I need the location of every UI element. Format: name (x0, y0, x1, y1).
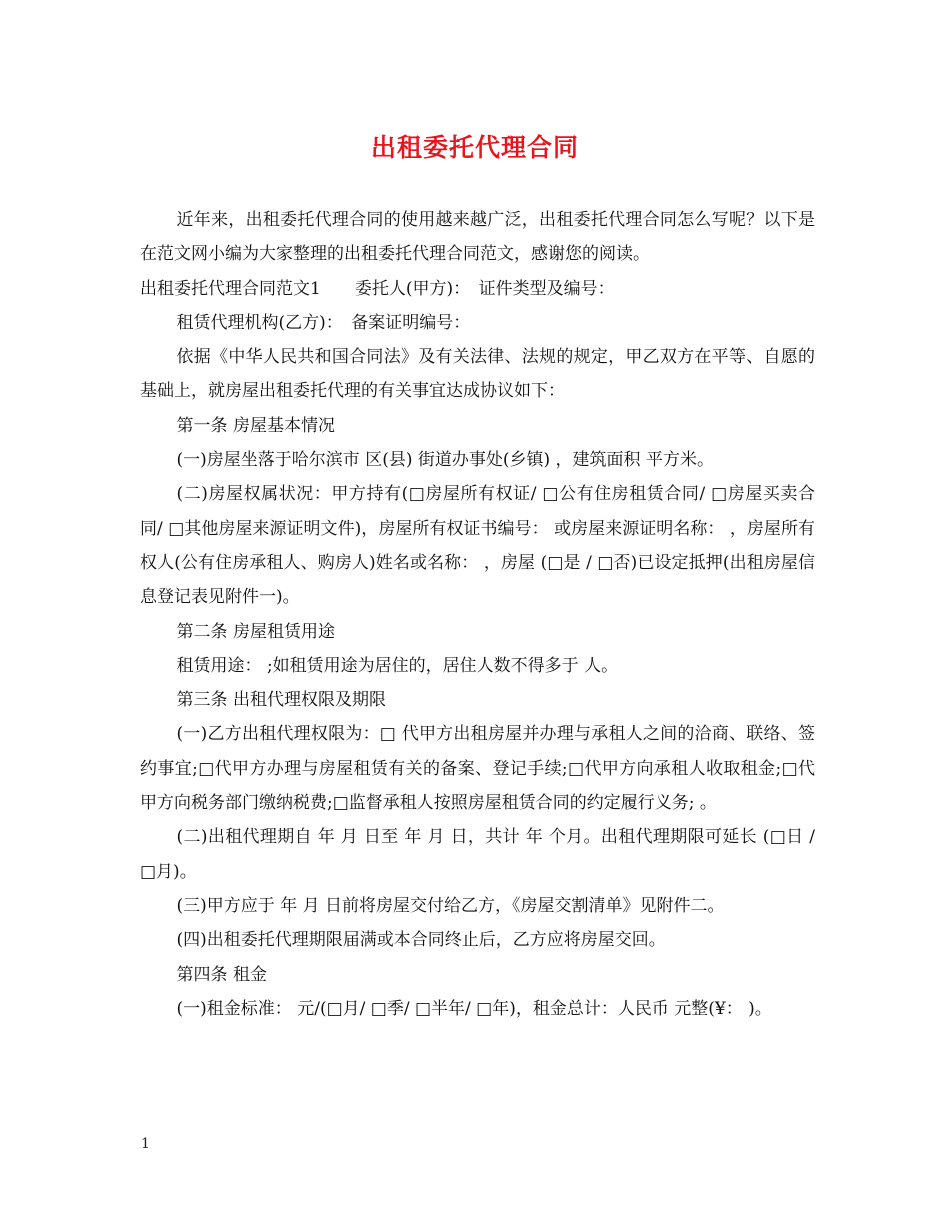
article-3-heading: 第三条 出租代理权限及期限 (176, 690, 386, 711)
article-3-item-3: (三)甲方应于 年 月 日前将房屋交付给乙方，《房屋交割清单》见附件二。 (176, 895, 725, 916)
page-number: 1 (141, 1136, 150, 1152)
contract-header-line: 出租委托代理合同范文1 委托人(甲方)： 证件类型及编号： (140, 278, 615, 299)
article-3-item-1: (一)乙方出租代理权限为：□ 代甲方出租房屋并办理与承租人之间的洽商、联络、签约事宜;□代甲方办理与房屋租赁有关的备案、登记手续;□代甲方向承租人收取租金;□代甲方向税务部门缴纳税费;□监督承租人按照房屋租赁合同的约定履行义务; 。 (140, 724, 815, 814)
agent-line: 租赁代理机构(乙方)： 备案证明编号： (176, 312, 471, 333)
article-1-item-1: (一)房屋坐落于哈尔滨市 区(县) 街道办事处(乡镇) ，建筑面积 平方米。 (176, 450, 714, 471)
article-3-item-4: (四)出租委托代理期限届满或本合同终止后，乙方应将房屋交回。 (176, 930, 666, 951)
article-1-heading: 第一条 房屋基本情况 (176, 415, 335, 436)
article-4-heading: 第四条 租金 (176, 964, 267, 985)
article-2-item: 租赁用途： ;如租赁用途为居住的，居住人数不得多于 人。 (176, 655, 619, 676)
legal-basis-paragraph: 依据《中华人民共和国合同法》及有关法律、法规的规定，甲乙双方在平等、自愿的基础上，就房屋出租委托代理的有关事宜达成协议如下： (140, 347, 815, 402)
article-2-heading: 第二条 房屋租赁用途 (176, 621, 335, 642)
document-title: 出租委托代理合同 (370, 133, 579, 162)
article-3-item-2: (二)出租代理期自 年 月 日至 年 月 日，共计 年 个月。出租代理期限可延长 (□日 / □月)。 (140, 827, 815, 882)
article-4-item-1: (一)租金标准： 元/(□月/ □季/ □半年/ □年)，租金总计：人民币 元整(¥： )。 (176, 998, 772, 1019)
document-body (140, 203, 815, 1026)
intro-paragraph: 近年来，出租委托代理合同的使用越来越广泛，出租委托代理合同怎么写呢？以下是在范文网小编为大家整理的出租委托代理合同范文，感谢您的阅读。 (140, 210, 815, 265)
article-1-item-2: (二)房屋权属状况：甲方持有(□房屋所有权证/ □公有住房租赁合同/ □房屋买卖合同/ □其他房屋来源证明文件)，房屋所有权证书编号： 或房屋来源证明名称： ，房屋所有权人(公有住房承租人、购房人)姓名或名称： ，房屋 (□是 / □否)已设定抵押(出租房屋信息登记表见附件一)。 (140, 484, 815, 608)
